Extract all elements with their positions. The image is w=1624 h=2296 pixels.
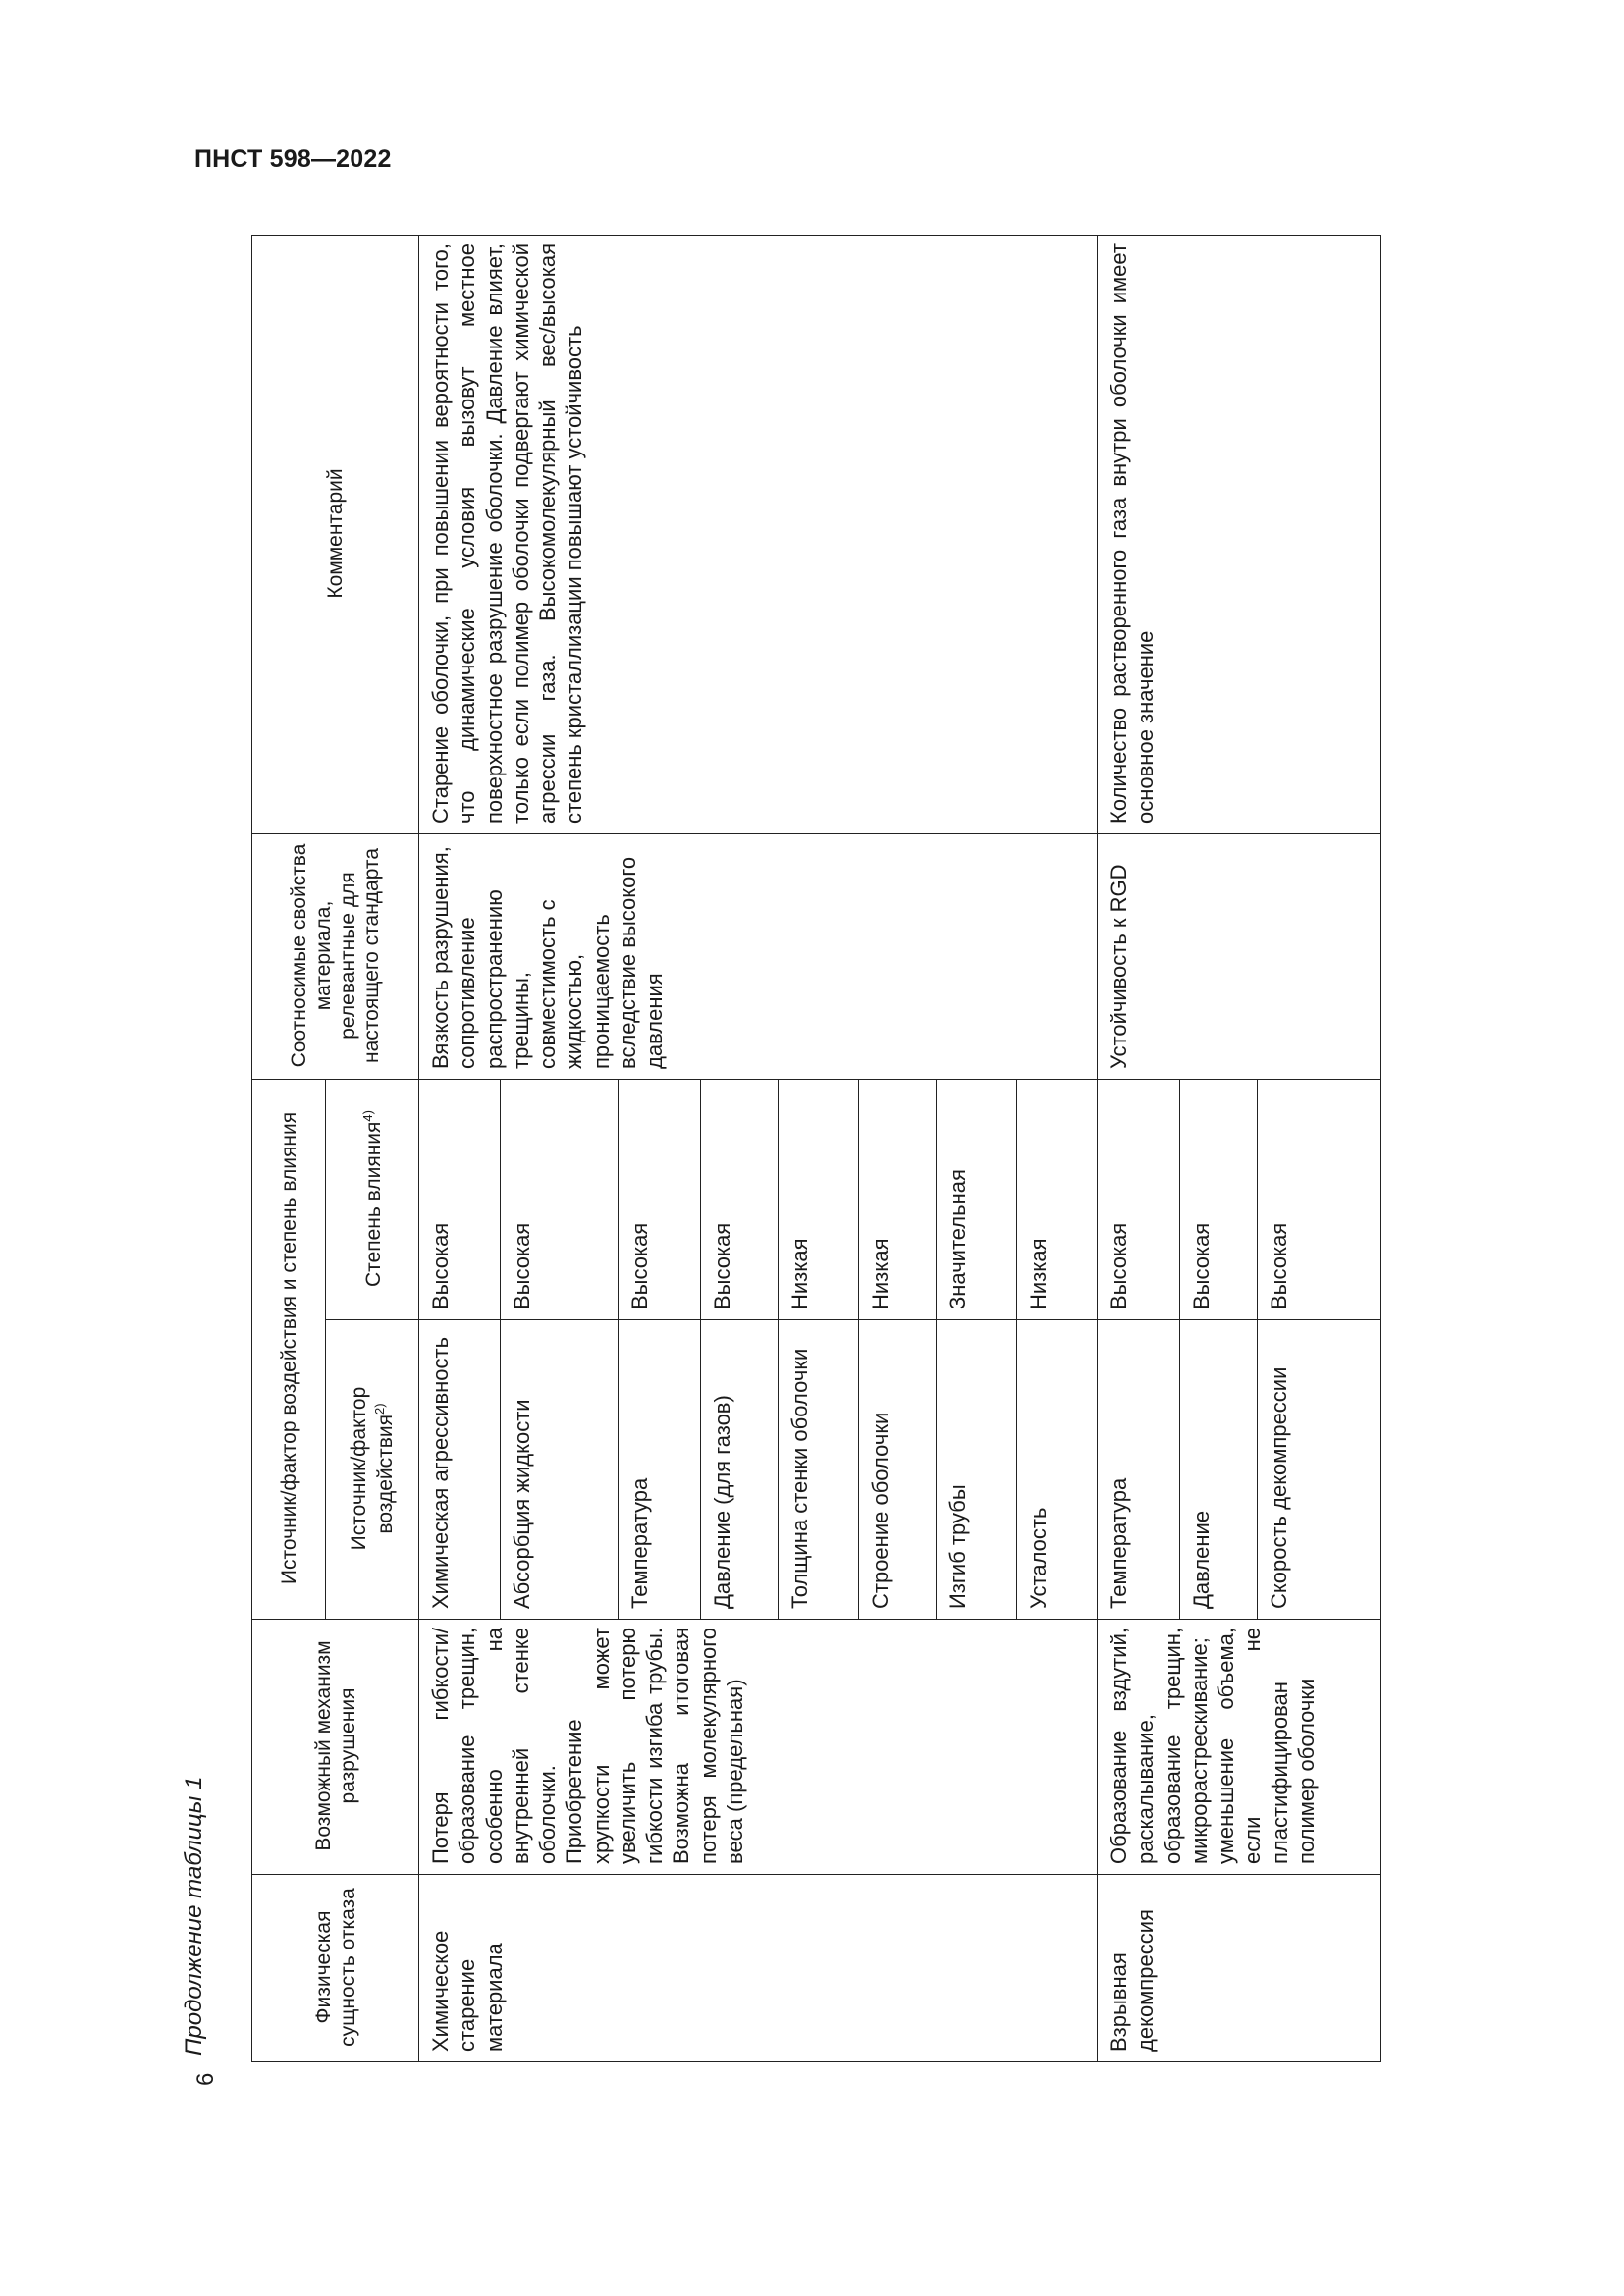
cell-source: Строение оболочки (859, 1320, 937, 1620)
cell-source: Химическая агрессивность (419, 1320, 501, 1620)
cell-source: Скорость декомпрессии (1258, 1320, 1381, 1620)
header-mechanism: Возможный механизм разрушения (252, 1620, 419, 1875)
cell-degree: Высокая (701, 1080, 779, 1320)
failure-mechanisms-table (251, 236, 1380, 2062)
cell-degree: Высокая (419, 1080, 501, 1320)
cell-degree: Высокая (1180, 1080, 1258, 1320)
cell-degree: Высокая (1098, 1080, 1180, 1320)
cell-properties: Устойчивость к RGD (1098, 834, 1381, 1080)
header-properties: Соотносимые свойства материала, релевантные для настоящего стандарта (252, 834, 419, 1080)
cell-source: Давление (для газов) (701, 1320, 779, 1620)
cell-degree: Высокая (501, 1080, 619, 1320)
cell-mechanism: Потеря гибкости/образование трещин, особенно на внутренней стенке оболочки. Приобретение хрупкости может увеличить потерю гибкости изгиба трубы. Возможна итоговая потеря молекулярного веса (предельная) (419, 1620, 1098, 1875)
header-degree: Степень влияния$^{4)}$ (326, 1080, 419, 1320)
header-source: Источник/фактор воздействия$^{2)}$ (326, 1320, 419, 1620)
cell-physical: Взрывная декомпрессия (1098, 1875, 1381, 2062)
header-physical: Физическая сущность отказа (252, 1875, 419, 2062)
cell-source: Температура (1098, 1320, 1180, 1620)
cell-degree: Низкая (1017, 1080, 1098, 1320)
table-continuation-label: Продолжение таблицы 1 (181, 1776, 207, 2056)
page-number: 6 (192, 2072, 219, 2086)
header-source-group: Источник/фактор воздействия и степень влияния (252, 1080, 326, 1620)
cell-source: Изгиб трубы (937, 1320, 1017, 1620)
cell-degree: Низкая (779, 1080, 859, 1320)
cell-degree: Высокая (1258, 1080, 1381, 1320)
cell-source: Усталость (1017, 1320, 1098, 1620)
header-comment: Комментарий (252, 236, 419, 834)
cell-source: Толщина стенки оболочки (779, 1320, 859, 1620)
cell-degree: Низкая (859, 1080, 937, 1320)
cell-properties: Вязкость разрушения, сопротивление распространению трещины, совместимость с жидкостью, проницаемость вследствие высокого давления (419, 834, 1098, 1080)
cell-mechanism: Образование вздутий, раскалывание, образование трещин, микрорастрескивание; уменьшение объема, если не пластифицирован полимер оболочки (1098, 1620, 1381, 1875)
cell-source: Температура (619, 1320, 701, 1620)
cell-degree: Высокая (619, 1080, 701, 1320)
cell-physical: Химическое старение материала (419, 1875, 1098, 2062)
document-header: ПНСТ 598—2022 (194, 145, 392, 173)
cell-source: Абсорбция жидкости (501, 1320, 619, 1620)
cell-comment: Старение оболочки, при повышении вероятности того, что динамические условия вызовут местное поверхностное разрушение оболочки. Давление влияет, только если полимер оболочки подвергают химической агрессии газа. Высокомолекулярный вес/высокая степень кристаллизации повышают устойчивость (419, 236, 1098, 834)
cell-degree: Значительная (937, 1080, 1017, 1320)
cell-source: Давление (1180, 1320, 1258, 1620)
cell-comment: Количество растворенного газа внутри оболочки имеет основное значение (1098, 236, 1381, 834)
